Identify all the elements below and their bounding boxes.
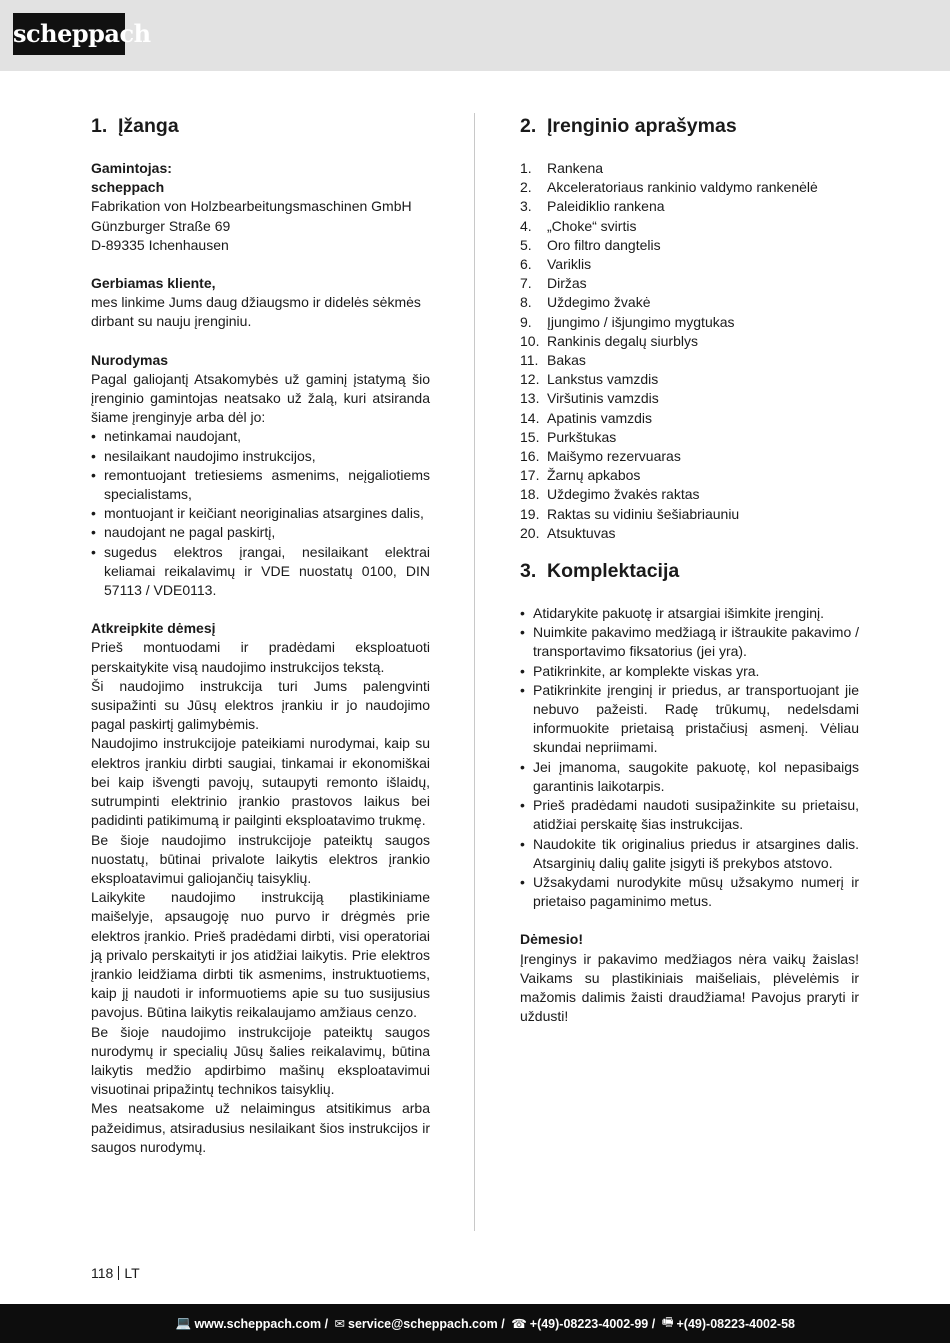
- footer-bar: 💻 www.scheppach.com / ✉ service@scheppach.com / ☎ +(49)-08223-4002-99 / 🖷 +(49)-08223-4002-58: [0, 1304, 950, 1343]
- section-heading-scope-of-delivery: 3. Komplektacija: [520, 560, 680, 583]
- dear-customer-label: Gerbiamas kliente,: [91, 275, 216, 292]
- note-text: Pagal galiojantį Atsakomybės už gaminį įstatymą šio įrenginio gamintojas neatsako už žalą, kuri atsiranda šiame įrenginyje arba dėl jo:: [91, 370, 430, 426]
- list-item: • Užsakydami nurodykite mūsų užsakymo numerį ir prietaiso pagaminimo metus.: [520, 873, 859, 911]
- list-item: • montuojant ir keičiant neoriginalias atsargines dalis,: [91, 504, 430, 523]
- computer-icon: 💻: [175, 1316, 192, 1330]
- section-heading-device-description: 2. Įrenginio aprašymas: [520, 115, 737, 137]
- mail-icon: ✉: [334, 1317, 345, 1331]
- fax-number: +(49)-08223-4002-58: [676, 1316, 795, 1331]
- email-link[interactable]: service@scheppach.com: [348, 1316, 498, 1331]
- section-heading-introduction: 1. Įžanga: [91, 115, 179, 137]
- scheppach-logo: scheppach: [13, 13, 125, 55]
- warning-label: Dėmesio!: [520, 931, 584, 948]
- fax-icon: 🖷: [661, 1315, 674, 1329]
- manufacturer-label: Gamintojas:: [91, 160, 172, 176]
- attention-paragraph: Laikykite naudojimo instrukciją plastikiniame maišelyje, apsaugoję nuo purvo ir drėgmės prie elektros įrankio. Prieš pradėdami dirbti, visi operatoriai ją privalo perskaityti ir jos atidžiai laikytis. Prie elektros įrankio leidžiama dirbti tik asmenims, instruktuotiems, kaip jį naudoti ir informuotiems apie su tuo susijusius pavojus. Būtina laikytis reikalaujamo amžiaus cenzo.: [91, 889, 430, 1021]
- list-item: • sugedus elektros įrangai, nesilaikant elektrai keliamai reikalavimų ir VDE nuostatų 0100, DIN 57113 / VDE0113.: [91, 543, 430, 601]
- top-bar: [0, 0, 950, 71]
- note-label: Nurodymas: [91, 351, 169, 368]
- warning-text: Įrenginys ir pakavimo medžiagos nėra vaikų žaislas! Vaikams su plastikiniais maišeliais, plėvelėmis ir mažomis dalimis žaisti draudžiama! Pavojus praryti ir uždusti!: [520, 950, 859, 1025]
- left-column: [91, 112, 430, 1157]
- list-item: 3. Paleidiklio rankena: [520, 198, 665, 215]
- parts-list: [520, 159, 859, 543]
- list-item: 9. Įjungimo / išjungimo mygtukas: [520, 313, 735, 330]
- list-item: 7. Diržas: [520, 275, 587, 292]
- liability-list: [91, 427, 430, 600]
- list-item: • remontuojant tretiesiems asmenims, neįgaliotiems specialistams,: [91, 466, 430, 504]
- address-line: Fabrikation von Holzbearbeitungsmaschinen GmbH: [91, 198, 412, 215]
- list-item: 6. Variklis: [520, 256, 592, 273]
- list-item: • Patikrinkite, ar komplekte viskas yra.: [520, 662, 859, 681]
- right-column: [520, 112, 859, 1026]
- attention-paragraph: Be šioje naudojimo instrukcijoje pateiktų saugos nuostatų, būtinai privalote laikytis elektros įrankio eksploatavimui galiojančių taisyklių.: [91, 831, 430, 886]
- list-item: 1. Rankena: [520, 160, 604, 176]
- list-item: 11. Bakas: [520, 352, 586, 369]
- list-item: 20. Atsuktuvas: [520, 524, 616, 541]
- list-item: • nesilaikant naudojimo instrukcijos,: [91, 447, 430, 466]
- page-number: 118 LT: [91, 1265, 140, 1281]
- phone-icon: ☎: [511, 1317, 527, 1331]
- list-item: 12. Lankstus vamzdis: [520, 371, 659, 388]
- list-item: 8. Uždegimo žvakė: [520, 294, 651, 311]
- list-item: • Jei įmanoma, saugokite pakuotę, kol nepasibaigs garantinis laikotarpis.: [520, 758, 859, 796]
- website-link[interactable]: www.scheppach.com: [194, 1316, 322, 1331]
- dear-customer-text: mes linkime Jums daug džiaugsmo ir didelės sėkmės dirbant su nauju įrenginiu.: [91, 294, 421, 330]
- attention-label: Atkreipkite dėmesį: [91, 620, 216, 637]
- list-item: 15. Purkštukas: [520, 428, 617, 445]
- list-item: 14. Apatinis vamzdis: [520, 409, 653, 426]
- list-item: 19. Raktas su vidiniu šešiabriauniu: [520, 505, 740, 522]
- attention-paragraph: Prieš montuodami ir pradėdami eksploatuoti perskaitykite visą naudojimo instrukcijos tekstą.: [91, 639, 430, 675]
- column-divider: [474, 113, 475, 1231]
- list-item: 2. Akceleratoriaus rankinio valdymo rankenėlė: [520, 179, 818, 196]
- list-item: 17. Žarnų apkabos: [520, 467, 641, 484]
- list-item: • naudojant ne pagal paskirtį,: [91, 523, 430, 542]
- list-item: 18. Uždegimo žvakės raktas: [520, 486, 700, 503]
- attention-paragraph: Ši naudojimo instrukcija turi Jums palengvinti susipažinti su Jūsų elektros įrankiu ir jo naudojimo pagal paskirtį galimybėmis.: [91, 677, 430, 733]
- list-item: 10. Rankinis degalų siurblys: [520, 332, 698, 349]
- list-item: • netinkamai naudojant,: [91, 427, 430, 446]
- list-item: • Nuimkite pakavimo medžiagą ir ištraukite pakavimo / transportavimo fiksatorius (jei yra).: [520, 623, 859, 661]
- manufacturer-name: scheppach: [91, 179, 165, 196]
- phone-number: +(49)-08223-4002-99: [529, 1316, 649, 1331]
- list-item: • Atidarykite pakuotę ir atsargiai išimkite įrenginį.: [520, 604, 859, 623]
- list-item: 5. Oro filtro dangtelis: [520, 236, 661, 253]
- attention-paragraph: Mes neatsakome už nelaimingus atsitikimus arba pažeidimus, atsiradusius nesilaikant šios instrukcijos ir saugos nurodymų.: [91, 1100, 430, 1155]
- list-item: 4. „Choke“ svirtis: [520, 217, 637, 234]
- scope-list: [520, 604, 859, 911]
- list-item: • Naudokite tik originalius priedus ir atsargines dalis. Atsarginių dalių galite įsigyti iš prekybos atstovo.: [520, 835, 859, 873]
- list-item: 13. Viršutinis vamzdis: [520, 390, 659, 407]
- attention-paragraph: Naudojimo instrukcijoje pateikiami nurodymai, kaip su elektros įrankiu dirbti saugiai, tinkamai ir ekonomiškai bei kaip išvengti pavojų, sutaupyti remonto išlaidų, sutrumpinti elektrinio įrankio prastovos laikus bei padidinti patikimumą ir pailginti eksploatavimo trukmę.: [91, 735, 430, 829]
- list-item: • Prieš pradėdami naudoti susipažinkite su prietaisu, atidžiai perskaitę šias instrukcijas.: [520, 796, 859, 834]
- address-line: D-89335 Ichenhausen: [91, 236, 229, 253]
- address-line: Günzburger Straße 69: [91, 217, 231, 234]
- list-item: 16. Maišymo rezervuaras: [520, 448, 681, 465]
- list-item: • Patikrinkite įrenginį ir priedus, ar transportuojant jie nebuvo pažeisti. Radę trūkumų, nedelsdami informuokite prietaisą pristačiusį asmenį. Vėliau skundai nepriimami.: [520, 681, 859, 758]
- attention-paragraph: Be šioje naudojimo instrukcijoje pateiktų saugos nurodymų ir specialių Jūsų šalies reikalavimų, būtina laikytis medžio apdirbimo mašinų eksploatavimui visuotinai pripažintų technikos taisyklių.: [91, 1023, 430, 1098]
